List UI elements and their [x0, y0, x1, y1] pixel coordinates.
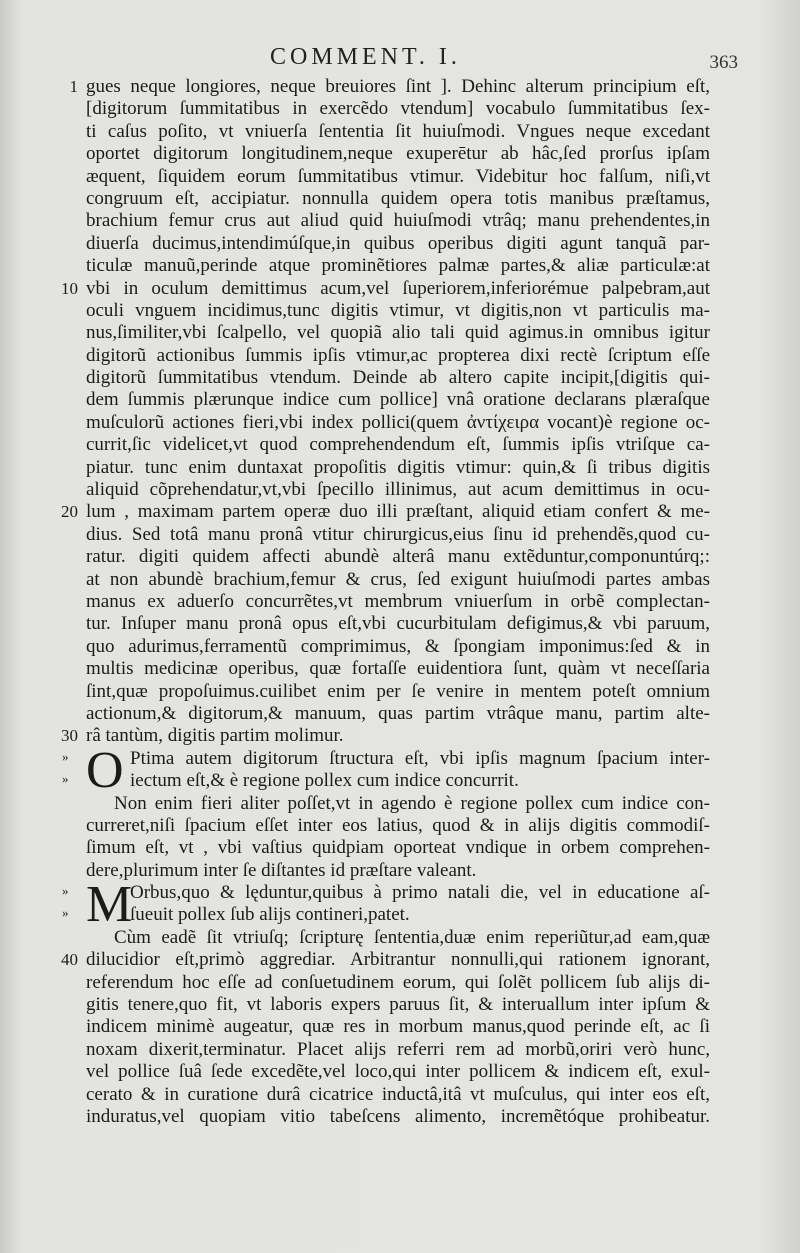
quotation-mark: »	[62, 748, 69, 764]
line-text: congruum eſt, accipiatur. nonnulla quidem opera totis manibus præſtamus,	[86, 187, 710, 209]
text-line	[86, 546, 710, 568]
text-line	[69, 76, 710, 98]
line-text: ticulæ manuũ,perinde atque prominẽtiores palmæ partes,& aliæ particulæ:at	[86, 255, 710, 277]
line-text: nus,ſimiliter,vbi ſcalpello, vel quopiã alio tali quid agimus.in omnibus igitur	[86, 322, 710, 344]
text-line	[86, 636, 710, 658]
line-text: gitis tenere,quo fit, vt laboris expers paruus ſit, & interuallum inter ipſum &	[86, 994, 710, 1016]
line-text: [digitorum ſummitatibus in exercẽdo vtendum] vocabulo ſummitatibus ſex-	[86, 98, 710, 120]
text-line	[86, 233, 710, 255]
line-text: lum , maximam partem operæ duo illi præſtant, aliquid etiam confert & me-	[86, 501, 710, 523]
line-number: 30	[61, 726, 78, 746]
line-text: actionum,& digitorum,& manuum, quas partim vtrâque manu, partim alte-	[86, 702, 710, 724]
text-line	[86, 367, 710, 389]
text-line	[86, 569, 710, 591]
text-line	[86, 658, 710, 680]
text-line	[86, 98, 710, 120]
line-text: vel pollice ſuâ ſede excedẽte,vel loco,qui inter pollicem & indicem eſt, exul-	[86, 1061, 710, 1083]
running-header	[0, 44, 800, 74]
text-line	[61, 501, 710, 523]
text-line	[86, 613, 710, 635]
line-text: currit,ſic videlicet,vt quod comprehendendum eſt, ſummis ipſis vtriſque ca-	[86, 434, 710, 456]
line-text: ti caſus poſito, vt vniuerſa ſententia ſit huiuſmodi. Vngues neque excedant	[86, 120, 710, 142]
line-text: digitorũ ſummitatibus vtendum. Deinde ab altero capite incipit,[digitis qui-	[86, 367, 710, 389]
text-line	[86, 703, 710, 725]
line-text: Cùm eadẽ ſit vtriuſq; ſcripturę ſententia,duæ enim reperiũtur,ad eam,quæ	[114, 926, 710, 948]
drop-capital: O	[86, 741, 124, 799]
text-line	[86, 300, 710, 322]
text-line	[86, 434, 710, 456]
text-body	[61, 76, 710, 1128]
text-line	[86, 322, 710, 344]
line-text: oportet digitorum longitudinem,neque exuperētur ab hâc,ſed prorſus ipſam	[86, 143, 710, 165]
text-line	[86, 1106, 710, 1128]
text-line	[86, 1016, 710, 1038]
line-text: piatur. tunc enim duntaxat propoſitis digitis vtimur: quin,& ſi tribus digitis	[86, 456, 710, 478]
line-text: iectum eſt,& è regione pollex cum indice concurrit.	[130, 770, 519, 792]
quotation-mark: »	[62, 771, 69, 787]
line-text: ſimum eſt, vt , vbi vaſtius quidpiam oporteat vndique in orbem comprehen-	[86, 837, 710, 859]
line-text: diuerſa ducimus,intendimúſque,in quibus operibus digiti agunt tanquã par-	[86, 232, 710, 254]
line-text: curreret,niſi ſpacium eſſet inter eos latius, quod & in alijs digitis commodiſ-	[86, 814, 710, 836]
text-line	[86, 121, 710, 143]
line-text: at non abundè brachium,femur & crus, ſed exigunt huiuſmodi partes ambas	[86, 568, 710, 590]
line-text: oculi vnguem incidimus,tunc digitis vtimur, vt digitis,non vt particulis ma-	[86, 299, 710, 321]
text-line	[86, 345, 710, 367]
line-text: tur. Inſuper manu pronâ opus eſt,vbi cucurbitulam defigimus,& vbi paruum,	[86, 613, 710, 635]
line-text: dius. Sed totâ manu pronâ vtitur chirurgicus,eius ſinu id prehendẽs,quod cu-	[86, 523, 710, 545]
line-number: 40	[61, 950, 78, 970]
line-number: 20	[61, 502, 78, 522]
text-line	[86, 860, 710, 882]
page-number: 363	[709, 52, 738, 73]
text-line	[86, 412, 710, 434]
line-text: indicem minimè augeatur, quæ res in morbum manus,quod perinde eſt, ac ſi	[86, 1016, 710, 1038]
line-text: referendum hoc eſſe ad conſuetudinem eorum, qui ſolẽt pollicem ſub alijs di-	[86, 971, 710, 993]
text-line	[86, 927, 710, 949]
drop-capital: M	[86, 876, 133, 934]
text-line	[61, 725, 710, 747]
line-text: Non enim fieri aliter poſſet,vt in agendo è regione pollex cum indice con-	[114, 792, 710, 814]
text-line	[86, 1039, 710, 1061]
line-text: râ tantùm, digitis partim molimur.	[86, 725, 344, 747]
text-line	[86, 457, 710, 479]
line-text: dem ſummis plærunque indice cum pollice] vnâ oratione declarans plæraſque	[86, 389, 710, 411]
line-text: Orbus,quo & lęduntur,quibus à primo natali die, vel in educatione aſ-	[130, 882, 710, 904]
line-text: aliquid cõprehendatur,vt,vbi ſpecillo illinimus, aut acum demittimus in ocu-	[86, 479, 710, 501]
text-line	[86, 479, 710, 501]
text-line	[86, 591, 710, 613]
text-line	[86, 524, 710, 546]
text-line	[62, 770, 710, 792]
line-number: 1	[69, 77, 78, 96]
text-line	[86, 815, 710, 837]
line-number: 10	[61, 278, 78, 298]
text-line	[86, 143, 710, 165]
text-line	[86, 166, 710, 188]
line-text: quo adurimus,ferramentũ comprimimus, & ſpongiam imponimus:ſed & in	[86, 635, 710, 657]
line-text: multis medicinæ operibus, quæ fortaſſe euidentiora ſunt, quàm vt neceſſaria	[86, 658, 710, 680]
line-text: ratur. digiti quidem affecti abundè alterâ manu extẽduntur,componuntúrq;:	[86, 546, 710, 568]
text-line	[62, 904, 710, 926]
line-text: dere,plurimum inter ſe diſtantes id præſtare valeant.	[86, 859, 477, 881]
line-text: induratus,vel quopiam vitio tabeſcens alimento, incremẽtóque prohibeatur.	[86, 1105, 710, 1127]
line-text: gues neque longiores, neque breuiores ſint ]. Dehinc alterum principium eſt,	[86, 76, 710, 97]
line-text: muſculorũ actiones fieri,vbi index pollici(quem ἀντίχειρα vocant)è regione oc-	[86, 411, 710, 433]
text-line	[86, 837, 710, 859]
text-line	[86, 994, 710, 1016]
quotation-mark: »	[62, 883, 69, 899]
line-text: vbi in oculum demittimus acum,vel ſuperiorem,inferiorémue palpebram,aut	[86, 277, 710, 299]
text-line	[61, 277, 710, 300]
line-text: noxam dixerit,terminatur. Placet alijs referri rem ad morbũ,oriri verò hunc,	[86, 1038, 710, 1060]
line-text: ſint,quæ propoſuimus.cuilibet enim per ſe venire in mentem poteſt omnium	[86, 680, 710, 702]
text-line	[86, 255, 710, 277]
quotation-mark: »	[62, 905, 69, 921]
text-line	[86, 972, 710, 994]
text-line	[86, 1084, 710, 1106]
line-text: ſueuit pollex ſub alijs contineri,patet.	[130, 904, 410, 926]
running-title: COMMENT. I.	[270, 44, 461, 70]
text-line	[61, 949, 710, 971]
line-text: æquent, ſiquidem eorum ſummitatibus vtimur. Videbitur hoc falſum, niſi,vt	[86, 165, 710, 187]
text-line	[86, 1061, 710, 1083]
text-line	[86, 681, 710, 703]
line-text: cerato & in curatione durâ cicatrice inductâ,itâ vt muſculus, qui inter eos eſt,	[86, 1083, 710, 1105]
text-line	[86, 188, 710, 210]
line-text: Ptima autem digitorum ſtructura eſt, vbi ipſis magnum ſpacium inter-	[130, 747, 710, 769]
line-text: dilucidior eſt,primò aggrediar. Arbitrantur nonnulli,qui rationem ignorant,	[86, 949, 710, 971]
text-line	[86, 210, 710, 232]
line-text: brachium femur crus aut aliud quid huiuſmodi vtrâq; manu prehendentes,in	[86, 210, 710, 232]
text-line	[86, 793, 710, 815]
line-text: manus ex aduerſo concurrẽtes,vt membrum vniuerſum in orbẽ complectan-	[86, 590, 710, 612]
text-line	[86, 389, 710, 411]
line-text: digitorũ actionibus ſummis ipſis vtimur,ac propterea dixi rectè ſcriptum eſſe	[86, 344, 710, 366]
